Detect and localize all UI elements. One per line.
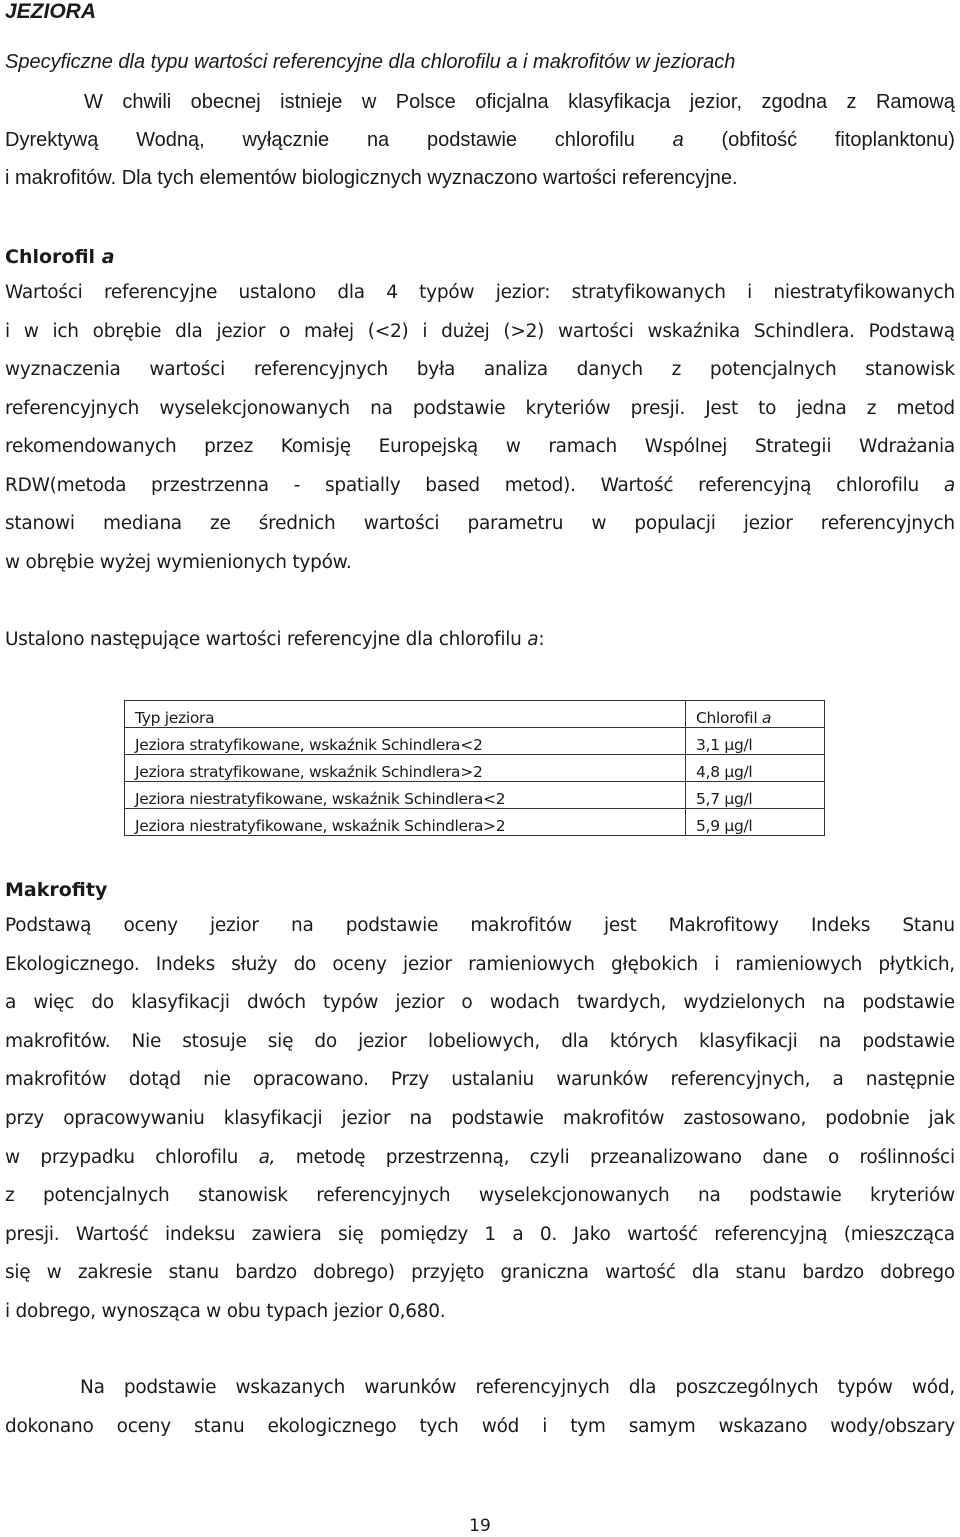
word: makrofitów bbox=[562, 1108, 665, 1129]
word: 4 bbox=[386, 282, 398, 303]
word: warunków bbox=[364, 1377, 457, 1398]
header-value-main: Chlorofil bbox=[696, 708, 758, 727]
word: Stanu bbox=[902, 915, 955, 936]
word: dla bbox=[628, 1377, 657, 1398]
word: się bbox=[5, 1262, 31, 1284]
word: jedna bbox=[796, 397, 847, 419]
word: Makrofitowy bbox=[668, 915, 779, 936]
word: referencyjną bbox=[714, 1223, 828, 1245]
word: ze bbox=[210, 513, 231, 534]
word: Na bbox=[80, 1377, 105, 1398]
word: dobrego bbox=[880, 1262, 955, 1284]
word: stanu bbox=[735, 1262, 787, 1284]
word: Podstawą bbox=[5, 915, 92, 936]
word: na bbox=[822, 992, 846, 1014]
word: opracowano. bbox=[252, 1069, 369, 1091]
word: stosuje bbox=[182, 1030, 247, 1052]
word: podstawie bbox=[345, 915, 439, 936]
paragraph-line bbox=[5, 1223, 955, 1245]
word: Indeks bbox=[810, 915, 871, 936]
word: populacji bbox=[634, 513, 716, 534]
word: warunków bbox=[556, 1069, 649, 1091]
word: referencyjnych bbox=[820, 513, 955, 534]
word: niestratyfikowanych bbox=[773, 282, 955, 303]
paragraph-line bbox=[80, 1379, 955, 1398]
paragraph-line bbox=[5, 1415, 955, 1437]
word: płytkich, bbox=[878, 953, 955, 975]
word: podstawie bbox=[451, 1108, 544, 1129]
word: i bbox=[714, 953, 720, 975]
word: do bbox=[91, 992, 114, 1014]
paragraph-line bbox=[5, 1110, 955, 1129]
word: z bbox=[671, 359, 682, 380]
word: podstawie bbox=[426, 129, 518, 151]
header-value-italic: a bbox=[761, 708, 772, 727]
word: roślinności bbox=[859, 1146, 955, 1168]
word: o bbox=[279, 320, 291, 342]
word: Podstawą bbox=[868, 320, 955, 342]
word: metod). bbox=[504, 474, 576, 496]
word: wartość bbox=[604, 1262, 676, 1284]
word: była bbox=[416, 359, 456, 380]
word: Nie bbox=[131, 1030, 162, 1052]
word: głębokich bbox=[611, 953, 698, 975]
word: Wartość bbox=[75, 1223, 149, 1245]
table-row bbox=[125, 809, 825, 836]
word: przestrzenna bbox=[151, 474, 269, 496]
word: makrofitów bbox=[5, 1069, 107, 1091]
word: podstawie bbox=[749, 1185, 842, 1207]
word: fitoplanktonu) bbox=[834, 129, 955, 151]
word: jezior bbox=[402, 953, 452, 975]
word: graniczna bbox=[500, 1262, 589, 1284]
word: Przy bbox=[390, 1069, 429, 1091]
word: wody/obszary bbox=[830, 1415, 955, 1437]
word: Jako bbox=[573, 1223, 611, 1245]
word: wyselekcjonowanych bbox=[159, 397, 350, 419]
word: rekomendowanych bbox=[5, 436, 177, 457]
table-intro-italic: a bbox=[527, 629, 539, 650]
word: małej bbox=[304, 320, 354, 342]
word: zawiera bbox=[251, 1223, 322, 1245]
word: z bbox=[846, 91, 857, 113]
word: wskaźnika bbox=[647, 320, 741, 342]
word: klasyfikacja bbox=[568, 91, 671, 113]
word: kryteriów bbox=[525, 397, 611, 419]
word: wyłącznie bbox=[242, 129, 330, 151]
word: (>2) bbox=[503, 320, 545, 342]
word: Wartości bbox=[5, 282, 83, 303]
word: klasyfikacji bbox=[698, 1030, 798, 1052]
word: do bbox=[293, 953, 317, 975]
word: - bbox=[293, 474, 301, 496]
word: chlorofilu bbox=[155, 1146, 239, 1168]
intro-line-1 bbox=[84, 92, 955, 112]
table-intro-end: : bbox=[538, 629, 545, 650]
word: Ramową bbox=[875, 91, 955, 113]
word: w bbox=[23, 320, 39, 342]
word: jezior bbox=[743, 513, 793, 534]
row-type: Jeziora niestratyfikowane, wskaźnik Schindlera<2 bbox=[125, 782, 686, 809]
word: makrofitów. bbox=[5, 1030, 111, 1052]
word: do bbox=[314, 1030, 337, 1052]
word: tych bbox=[419, 1415, 459, 1437]
word: bardzo bbox=[235, 1262, 297, 1284]
word: a, bbox=[258, 1146, 276, 1168]
word: oceny bbox=[123, 915, 178, 936]
intro-line-2 bbox=[5, 130, 955, 150]
word: ramieniowych bbox=[735, 953, 863, 975]
word: wydzielonych bbox=[683, 992, 806, 1014]
word: dane bbox=[762, 1146, 808, 1168]
word: referencyjnych bbox=[316, 1185, 451, 1207]
word: based bbox=[425, 474, 480, 496]
word: wyselekcjonowanych bbox=[478, 1185, 670, 1207]
word: referencyjnych bbox=[253, 359, 388, 380]
word: bardzo bbox=[802, 1262, 864, 1284]
table-header-row bbox=[125, 701, 825, 728]
word: dobrego) bbox=[313, 1262, 395, 1284]
word: metod bbox=[896, 397, 955, 419]
word: ramach bbox=[548, 436, 618, 457]
word: Polsce bbox=[395, 91, 456, 113]
word: czyli bbox=[529, 1146, 570, 1168]
word: Wodną, bbox=[136, 129, 205, 151]
word: i bbox=[542, 1415, 548, 1437]
word: jak bbox=[928, 1108, 955, 1129]
word: przy bbox=[5, 1108, 45, 1129]
word: wskazanych bbox=[235, 1377, 346, 1398]
word: 0. bbox=[539, 1223, 558, 1245]
paragraph-line bbox=[5, 1187, 955, 1206]
word: w bbox=[46, 1262, 62, 1284]
word: referencyjnych bbox=[5, 397, 140, 419]
paragraph-line bbox=[5, 994, 955, 1013]
word: stanowi bbox=[5, 513, 75, 534]
word: pomiędzy bbox=[379, 1223, 468, 1245]
word: wodach bbox=[489, 992, 560, 1014]
word: spatially bbox=[324, 474, 401, 496]
word: więc bbox=[33, 992, 75, 1014]
word: się bbox=[267, 1030, 294, 1052]
paragraph-line bbox=[5, 1146, 955, 1168]
word: Jest bbox=[705, 397, 738, 419]
word: Strategii bbox=[754, 436, 832, 457]
word: a bbox=[5, 992, 17, 1014]
word: wartości bbox=[558, 320, 634, 342]
word: ramieniowych bbox=[468, 953, 595, 975]
word: samym bbox=[628, 1415, 696, 1437]
word: na bbox=[818, 1030, 842, 1052]
word: oficjalna bbox=[475, 91, 549, 113]
word: przestrzenną, bbox=[385, 1146, 510, 1168]
word: tym bbox=[570, 1415, 606, 1437]
word: następnie bbox=[865, 1069, 955, 1091]
word: a bbox=[943, 474, 955, 496]
word: dwóch bbox=[246, 992, 306, 1014]
paragraph-line bbox=[5, 397, 955, 419]
word: ekologicznego bbox=[267, 1415, 397, 1437]
word: z bbox=[5, 1185, 15, 1207]
word: na bbox=[370, 397, 393, 419]
reference-values-table bbox=[124, 700, 825, 836]
word: potencjalnych bbox=[43, 1185, 170, 1207]
word: podstawie bbox=[862, 1030, 955, 1052]
word: jezior bbox=[341, 1108, 391, 1129]
word: przypadku bbox=[40, 1146, 135, 1168]
word: RDW(metoda bbox=[5, 474, 127, 496]
word: i bbox=[422, 320, 428, 342]
word: klasyfikacji bbox=[223, 1108, 323, 1129]
word: opracowywaniu bbox=[63, 1108, 205, 1129]
word: (mieszcząca bbox=[843, 1223, 955, 1245]
word: a bbox=[832, 1069, 844, 1091]
word: parametru bbox=[467, 513, 564, 534]
word: typów bbox=[419, 282, 475, 303]
word: podobnie bbox=[825, 1108, 910, 1129]
word: jezior: bbox=[495, 282, 551, 303]
word: podstawie bbox=[123, 1377, 217, 1398]
paragraph-line: w obrębie wyżej wymienionych typów. bbox=[5, 551, 352, 573]
word: Komisję bbox=[280, 436, 351, 457]
word: referencyjne bbox=[103, 282, 218, 303]
word: na bbox=[290, 915, 314, 936]
word: ustalaniu bbox=[451, 1069, 534, 1091]
word: indeksu bbox=[164, 1223, 236, 1245]
word: metodę bbox=[295, 1146, 366, 1168]
word: jezior bbox=[209, 915, 259, 936]
word: to bbox=[758, 397, 777, 419]
word: przez bbox=[204, 436, 254, 457]
word: oceny bbox=[332, 953, 387, 975]
word: dokonano bbox=[5, 1415, 94, 1437]
word: na bbox=[409, 1108, 433, 1129]
word: mediana bbox=[102, 513, 182, 534]
word: służy bbox=[231, 953, 278, 975]
word: typów bbox=[837, 1377, 893, 1398]
table-row bbox=[125, 728, 825, 755]
word: Europejską bbox=[378, 436, 478, 457]
word: stanu bbox=[194, 1415, 245, 1437]
word: dla bbox=[561, 1030, 589, 1052]
word: Dyrektywą bbox=[5, 129, 99, 151]
word: twardych, bbox=[576, 992, 667, 1014]
word: jezior bbox=[358, 1030, 407, 1052]
word: chwili bbox=[122, 91, 172, 113]
paragraph-line bbox=[5, 515, 955, 534]
word: zakresie bbox=[77, 1262, 153, 1284]
word: (<2) bbox=[367, 320, 409, 342]
word: o bbox=[827, 1146, 840, 1168]
word: referencyjną bbox=[698, 474, 812, 496]
row-type: Jeziora stratyfikowane, wskaźnik Schindlera<2 bbox=[125, 728, 686, 755]
word: Wdrażania bbox=[858, 436, 955, 457]
word: a bbox=[512, 1223, 524, 1245]
word: w bbox=[5, 1146, 20, 1168]
word: się bbox=[338, 1223, 364, 1245]
word: średnich bbox=[258, 513, 336, 534]
word: których bbox=[609, 1030, 678, 1052]
word: w bbox=[361, 91, 377, 113]
word: danych bbox=[576, 359, 643, 380]
word: przeanalizowano bbox=[589, 1146, 742, 1168]
word: analiza bbox=[483, 359, 548, 380]
word: dotąd bbox=[128, 1069, 181, 1091]
makrofity-heading: Makrofity bbox=[5, 879, 108, 901]
word: wód bbox=[481, 1415, 520, 1437]
word: kryteriów bbox=[870, 1185, 955, 1207]
word: stanowisk bbox=[865, 359, 955, 380]
row-value: 3,1 µg/l bbox=[686, 728, 825, 755]
word: referencyjnych bbox=[475, 1377, 610, 1398]
word: dla bbox=[175, 320, 203, 342]
word: Wartość bbox=[600, 474, 674, 496]
word: wartość bbox=[627, 1223, 698, 1245]
word: 1 bbox=[484, 1223, 496, 1245]
word: chlorofilu bbox=[836, 474, 919, 496]
word: podstawie bbox=[412, 397, 506, 419]
chlorofil-heading bbox=[5, 246, 115, 268]
page-number: 19 bbox=[469, 1516, 491, 1536]
word: o bbox=[461, 992, 473, 1014]
word: presji. bbox=[630, 397, 685, 419]
word: W bbox=[84, 91, 103, 113]
word: lobeliowych, bbox=[428, 1030, 541, 1052]
word: w bbox=[505, 436, 521, 457]
word: wód, bbox=[911, 1377, 955, 1398]
word: stanu bbox=[168, 1262, 220, 1284]
word: stratyfikowanych bbox=[571, 282, 726, 303]
header-value bbox=[686, 701, 825, 728]
word: chlorofilu bbox=[554, 129, 635, 151]
word: ustalono bbox=[238, 282, 316, 303]
word: istnieje bbox=[280, 91, 343, 113]
chlorofil-heading-italic: a bbox=[101, 246, 115, 268]
paragraph-line bbox=[5, 953, 955, 975]
word: jezior, bbox=[689, 91, 743, 113]
section-subtitle: Specyficzne dla typu wartości referencyjne dla chlorofilu a i makrofitów w jeziorach bbox=[5, 51, 736, 73]
word: obrębie bbox=[92, 320, 162, 342]
table-intro-main: Ustalono następujące wartości referencyjne dla chlorofilu bbox=[5, 629, 528, 650]
intro-line-3: i makrofitów. Dla tych elementów biologicznych wyznaczono wartości referencyjne. bbox=[5, 167, 738, 189]
row-type: Jeziora stratyfikowane, wskaźnik Schindlera>2 bbox=[125, 755, 686, 782]
chlorofil-heading-text: Chlorofil bbox=[5, 246, 96, 268]
word: jezior bbox=[216, 320, 266, 342]
word: wskazano bbox=[718, 1415, 808, 1437]
word: i bbox=[747, 282, 752, 303]
word: obecnej bbox=[190, 91, 261, 113]
row-type: Jeziora niestratyfikowane, wskaźnik Schindlera>2 bbox=[125, 809, 686, 836]
word: makrofitów bbox=[470, 915, 572, 936]
word: presji. bbox=[5, 1223, 60, 1245]
word: na bbox=[697, 1185, 721, 1207]
paragraph-line bbox=[5, 438, 955, 457]
table-intro-text bbox=[5, 631, 955, 650]
word: wartości bbox=[363, 513, 440, 534]
word: potencjalnych bbox=[709, 359, 837, 380]
word: z bbox=[866, 397, 877, 419]
word: na bbox=[366, 129, 390, 151]
word: Indeks bbox=[155, 953, 215, 975]
paragraph-line bbox=[5, 361, 955, 380]
word: wartości bbox=[149, 359, 225, 380]
word: wyznaczenia bbox=[5, 359, 121, 380]
word: w bbox=[591, 513, 607, 534]
word: stanowisk bbox=[198, 1185, 288, 1207]
word: zgodna bbox=[761, 91, 828, 113]
word: referencyjnych, bbox=[670, 1069, 811, 1091]
word: Schindlera. bbox=[753, 320, 855, 342]
paragraph-line bbox=[5, 474, 955, 496]
word: poszczególnych bbox=[675, 1377, 819, 1398]
word: przyjęto bbox=[411, 1262, 485, 1284]
paragraph-line bbox=[5, 320, 955, 342]
row-value: 5,7 µg/l bbox=[686, 782, 825, 809]
word: oceny bbox=[116, 1415, 171, 1437]
row-value: 5,9 µg/l bbox=[686, 809, 825, 836]
paragraph-line: i dobrego, wynosząca w obu typach jezior 0,680. bbox=[5, 1301, 446, 1322]
table-row bbox=[125, 755, 825, 782]
word: jezior bbox=[395, 992, 445, 1014]
row-value: 4,8 µg/l bbox=[686, 755, 825, 782]
paragraph-line bbox=[5, 917, 955, 936]
word: dużej bbox=[441, 320, 490, 342]
word: (obfitość bbox=[721, 129, 798, 151]
word: klasyfikacji bbox=[131, 992, 230, 1014]
word: typów bbox=[323, 992, 379, 1014]
paragraph-line bbox=[5, 284, 955, 303]
word: nie bbox=[203, 1069, 231, 1091]
word: Ekologicznego. bbox=[5, 953, 140, 975]
word: podstawie bbox=[862, 992, 955, 1014]
table-row bbox=[125, 782, 825, 809]
paragraph-line bbox=[5, 1071, 955, 1090]
word: a bbox=[672, 129, 684, 151]
word: ich bbox=[52, 320, 79, 342]
paragraph-line bbox=[5, 1264, 955, 1283]
word: zastosowano, bbox=[683, 1108, 807, 1129]
header-type: Typ jeziora bbox=[125, 701, 686, 728]
word: dla bbox=[691, 1262, 720, 1284]
word: jest bbox=[604, 915, 637, 936]
word: Wspólnej bbox=[644, 436, 728, 457]
word: i bbox=[5, 320, 10, 342]
paragraph-line bbox=[5, 1030, 955, 1052]
word: dla bbox=[337, 282, 365, 303]
page-title: JEZIORA bbox=[5, 0, 97, 23]
